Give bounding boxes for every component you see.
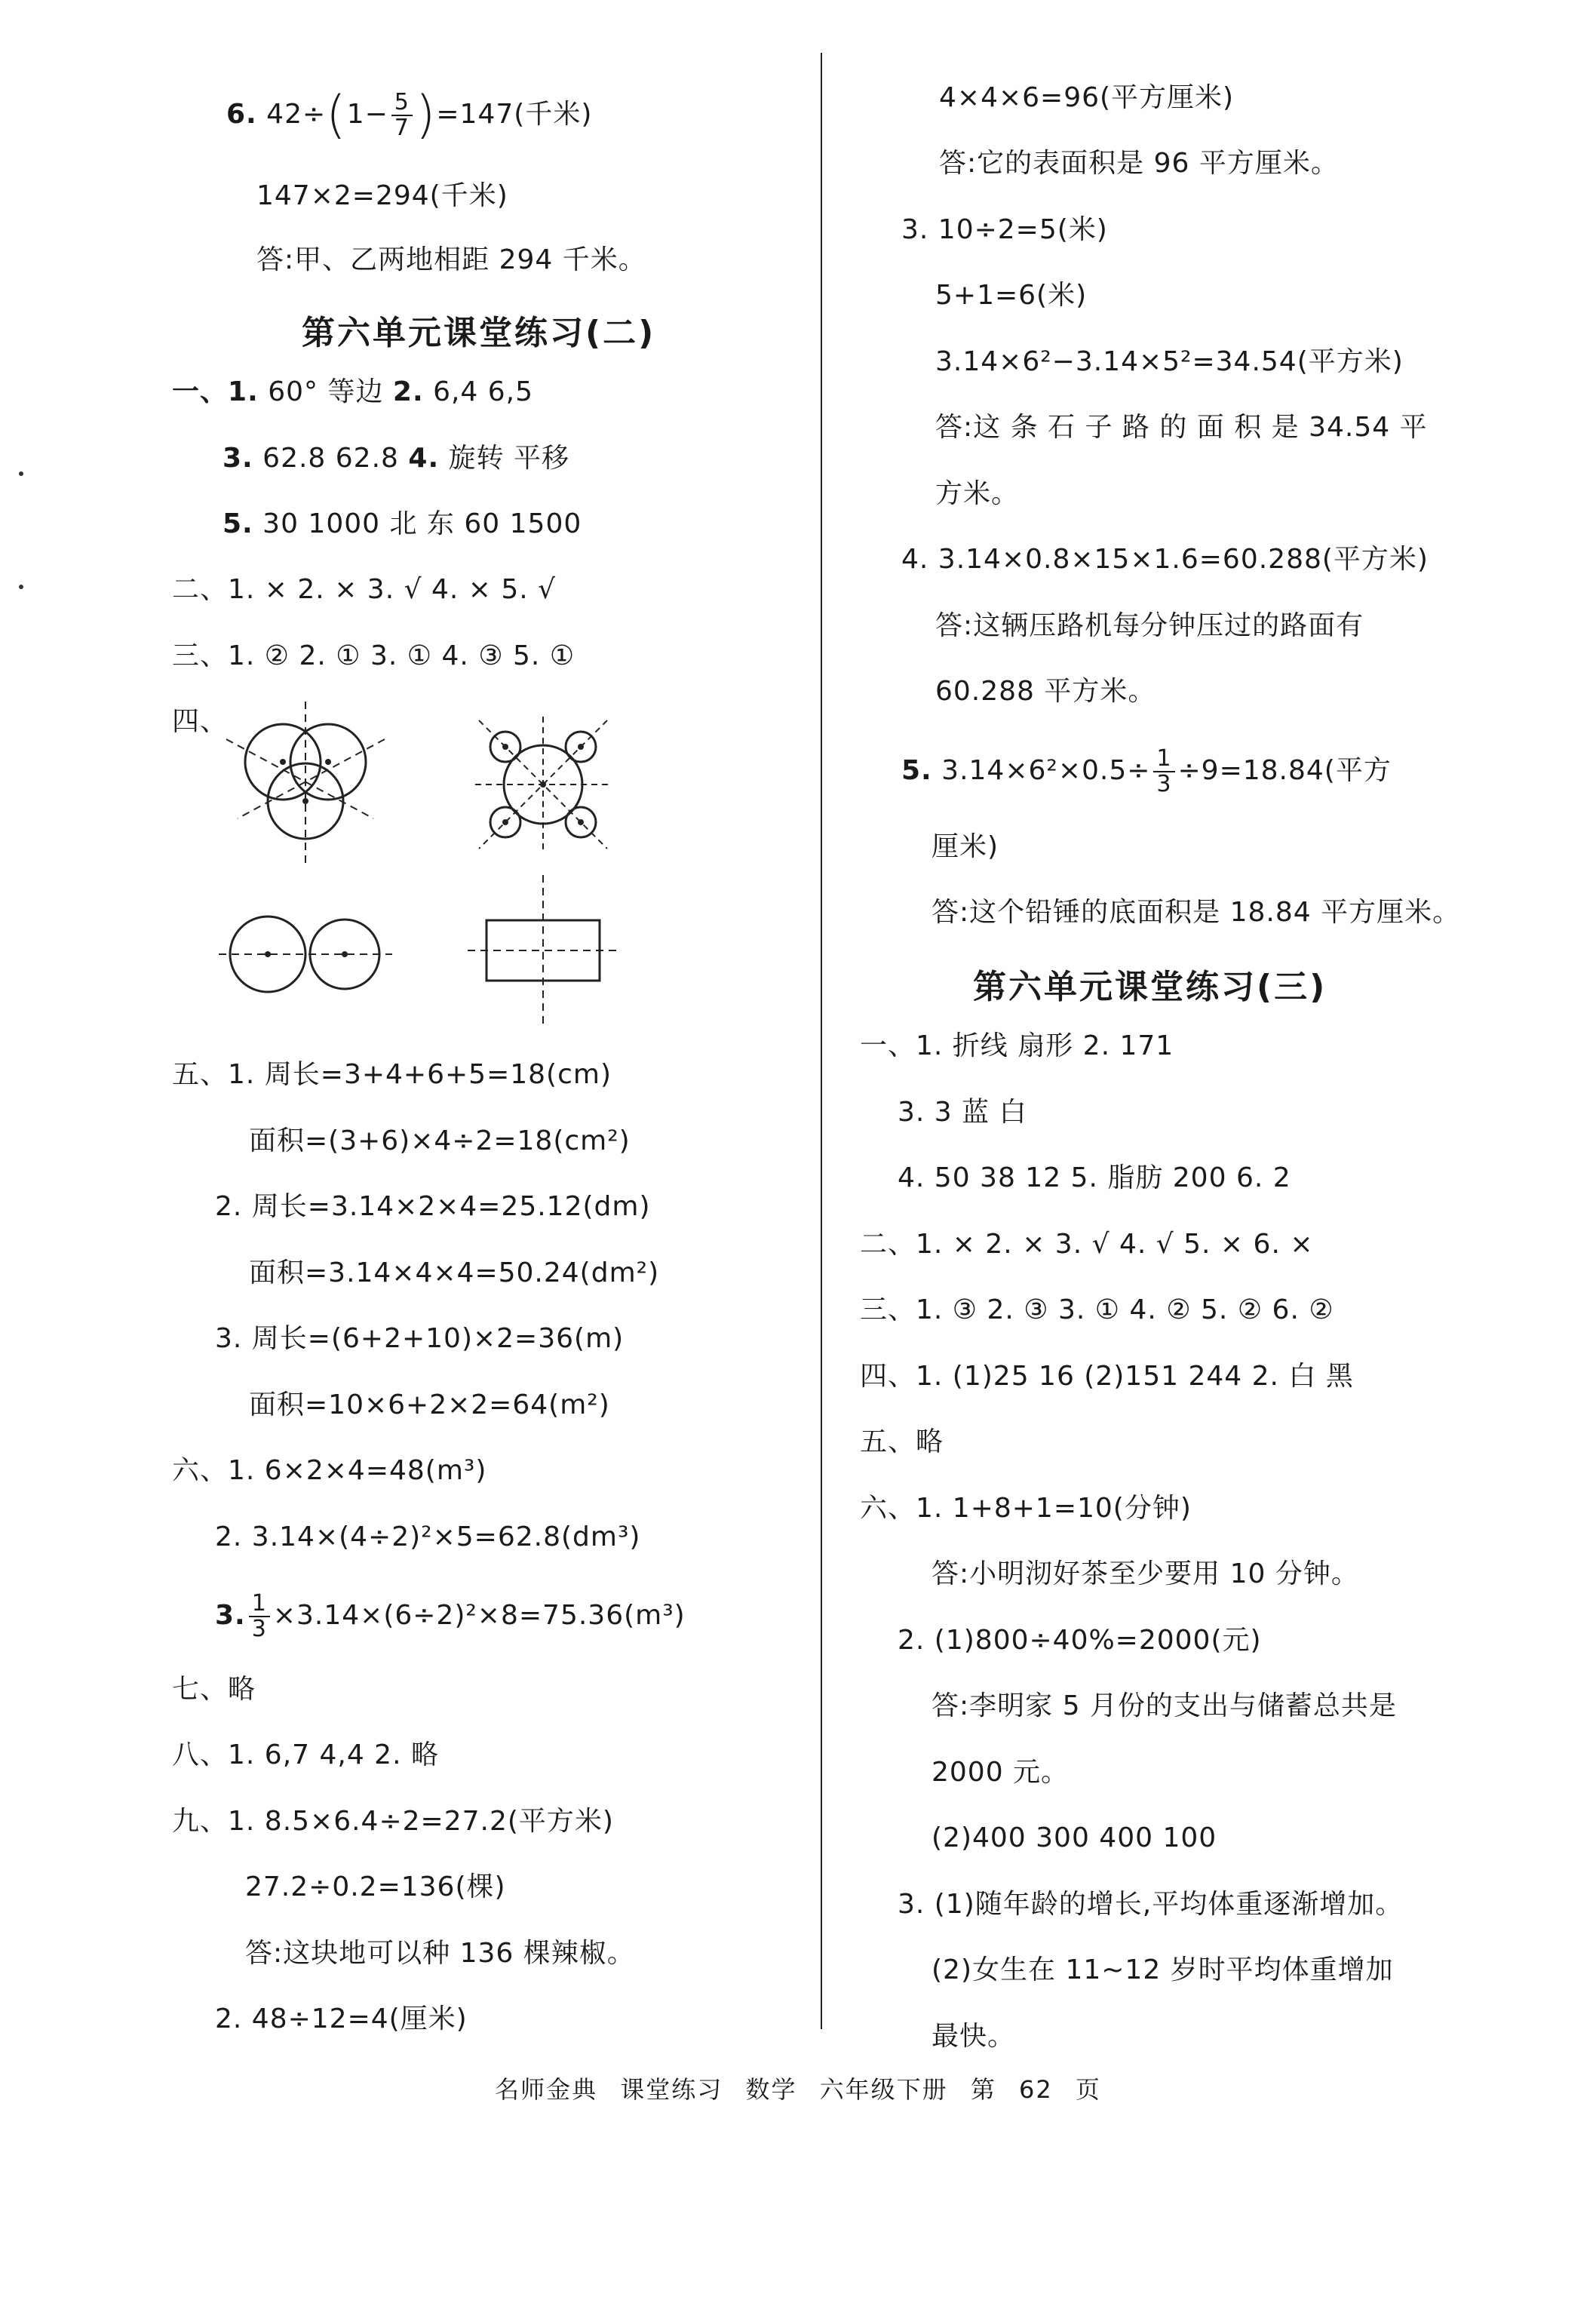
answer-line: 方米。 [935,478,1020,509]
answer-line: 五、1. 周长=3+4+6+5=18(cm) [172,1059,612,1090]
answer-line: 5. 3.14×6²×0.5÷ $\frac{1}{3}$ ÷9=18.84(平方 [901,745,1392,797]
figure-three-circles [219,694,400,875]
answer-line: 5. 30 1000 北 东 60 1500 [223,508,582,539]
answer-line: 三、1. ③ 2. ③ 3. ① 4. ② 5. ② 6. ② [860,1294,1334,1325]
section-title: 第六单元课堂练习(二) [302,314,656,352]
fraction: $\frac{1}{3}$ [249,1592,270,1641]
fraction: $\frac{1}{3}$ [1153,747,1174,797]
section-title: 第六单元课堂练习(三) [973,968,1327,1006]
answer-line: 三、1. ② 2. ① 3. ① 4. ③ 5. ① [172,640,575,671]
answer-line: 四、1. (1)25 16 (2)151 244 2. 白 黑 [860,1361,1354,1392]
answer-line: 答:它的表面积是 96 平方厘米。 [939,148,1339,179]
answer-line: 四、 [172,706,229,737]
answer-line: 六、1. 1+8+1=10(分钟) [860,1493,1192,1524]
answer-line: 二、1. × 2. × 3. √ 4. × 5. √ [172,574,557,605]
answer-line: 六、1. 6×2×4=48(m³) [172,1455,487,1486]
answer-line: 一、1. 60° 等边 2. 6,4 6,5 [172,376,534,407]
q6-line: 6. 42÷(1− $\frac{5}{7}$ )=147(千米) [226,85,593,145]
answer-line: 3. 3 蓝 白 [898,1097,1027,1128]
answer-line: 最快。 [932,2021,1016,2052]
answer-line: 七、略 [172,1674,256,1705]
answer-line: 5+1=6(米) [935,280,1088,311]
answer-line: 一、1. 折线 扇形 2. 171 [860,1030,1174,1061]
figure-rectangle [468,875,618,1026]
answer-line: (2)女生在 11~12 岁时平均体重增加 [932,1954,1394,1985]
answer-line: 答:这 条 石 子 路 的 面 积 是 34.54 平 [935,412,1428,443]
answer-line: 2. 3.14×(4÷2)²×5=62.8(dm³) [215,1521,641,1552]
answer-line: 面积=3.14×4×4=50.24(dm²) [249,1257,660,1288]
figure-circle-with-four [475,717,611,852]
answer-line: 2. 48÷12=4(厘米) [215,2003,468,2034]
footer-grade: 六年级下册 [819,2075,948,2104]
answer-line: 3. 周长=(6+2+10)×2=36(m) [215,1323,625,1354]
answer-line: 答:这辆压路机每分钟压过的路面有 [935,610,1364,641]
answer-line: 答:这个铅锤的底面积是 18.84 平方厘米。 [932,897,1461,928]
footer-subject: 数学 [745,2075,797,2104]
column-divider [821,53,822,2029]
answer-line: 2000 元。 [932,1757,1070,1788]
answer-line: 3. $\frac{1}{3}$ ×3.14×(6÷2)²×8=75.36(m³) [215,1590,686,1642]
answer-line: 27.2÷0.2=136(棵) [245,1871,506,1902]
answer-line: 2. 周长=3.14×2×4=25.12(dm) [215,1191,651,1222]
answer-line: 60.288 平方米。 [935,676,1156,707]
answer-line: 2. (1)800÷40%=2000(元) [898,1625,1262,1656]
answer-line: 面积=(3+6)×4÷2=18(cm²) [249,1125,631,1156]
fraction: $\frac{5}{7}$ [391,91,413,140]
answer-line: 4. 50 38 12 5. 脂肪 200 6. 2 [898,1162,1291,1193]
answer-line: 厘米) [932,831,999,862]
answer-line: 答:这块地可以种 136 棵辣椒。 [245,1938,635,1969]
answer-line: 3. 10÷2=5(米) [901,214,1108,245]
page-footer [0,2071,1596,2105]
answer-line: 147×2=294(千米) [256,180,508,211]
page-number: 第 62 页 [970,2075,1101,2104]
answer-line: 4×4×6=96(平方厘米) [939,82,1235,113]
answer-line: 3.14×6²−3.14×5²=34.54(平方米) [935,346,1404,377]
footer-book: 名师金典 [495,2075,598,2104]
answer-line: 九、1. 8.5×6.4÷2=27.2(平方米) [172,1806,614,1837]
answer-line: 3. 62.8 62.8 4. 旋转 平移 [223,443,570,474]
answer-line: 五、略 [860,1426,944,1457]
answer-line: 二、1. × 2. × 3. √ 4. √ 5. × 6. × [860,1229,1314,1260]
answer-line: 答:李明家 5 月份的支出与储蓄总共是 [932,1690,1397,1721]
answer-line: 3. (1)随年龄的增长,平均体重逐渐增加。 [898,1889,1404,1920]
footer-series: 课堂练习 [620,2075,723,2104]
answer-line: 答:小明沏好茶至少要用 10 分钟。 [932,1558,1359,1589]
answer-line: 八、1. 6,7 4,4 2. 略 [172,1739,439,1770]
answer-line: 答:甲、乙两地相距 294 千米。 [256,244,646,275]
figure-two-circles [215,913,396,996]
answer-line: (2)400 300 400 100 [932,1822,1217,1853]
answer-line: 面积=10×6+2×2=64(m²) [249,1389,610,1420]
answer-line: 4. 3.14×0.8×15×1.6=60.288(平方米) [901,544,1429,575]
